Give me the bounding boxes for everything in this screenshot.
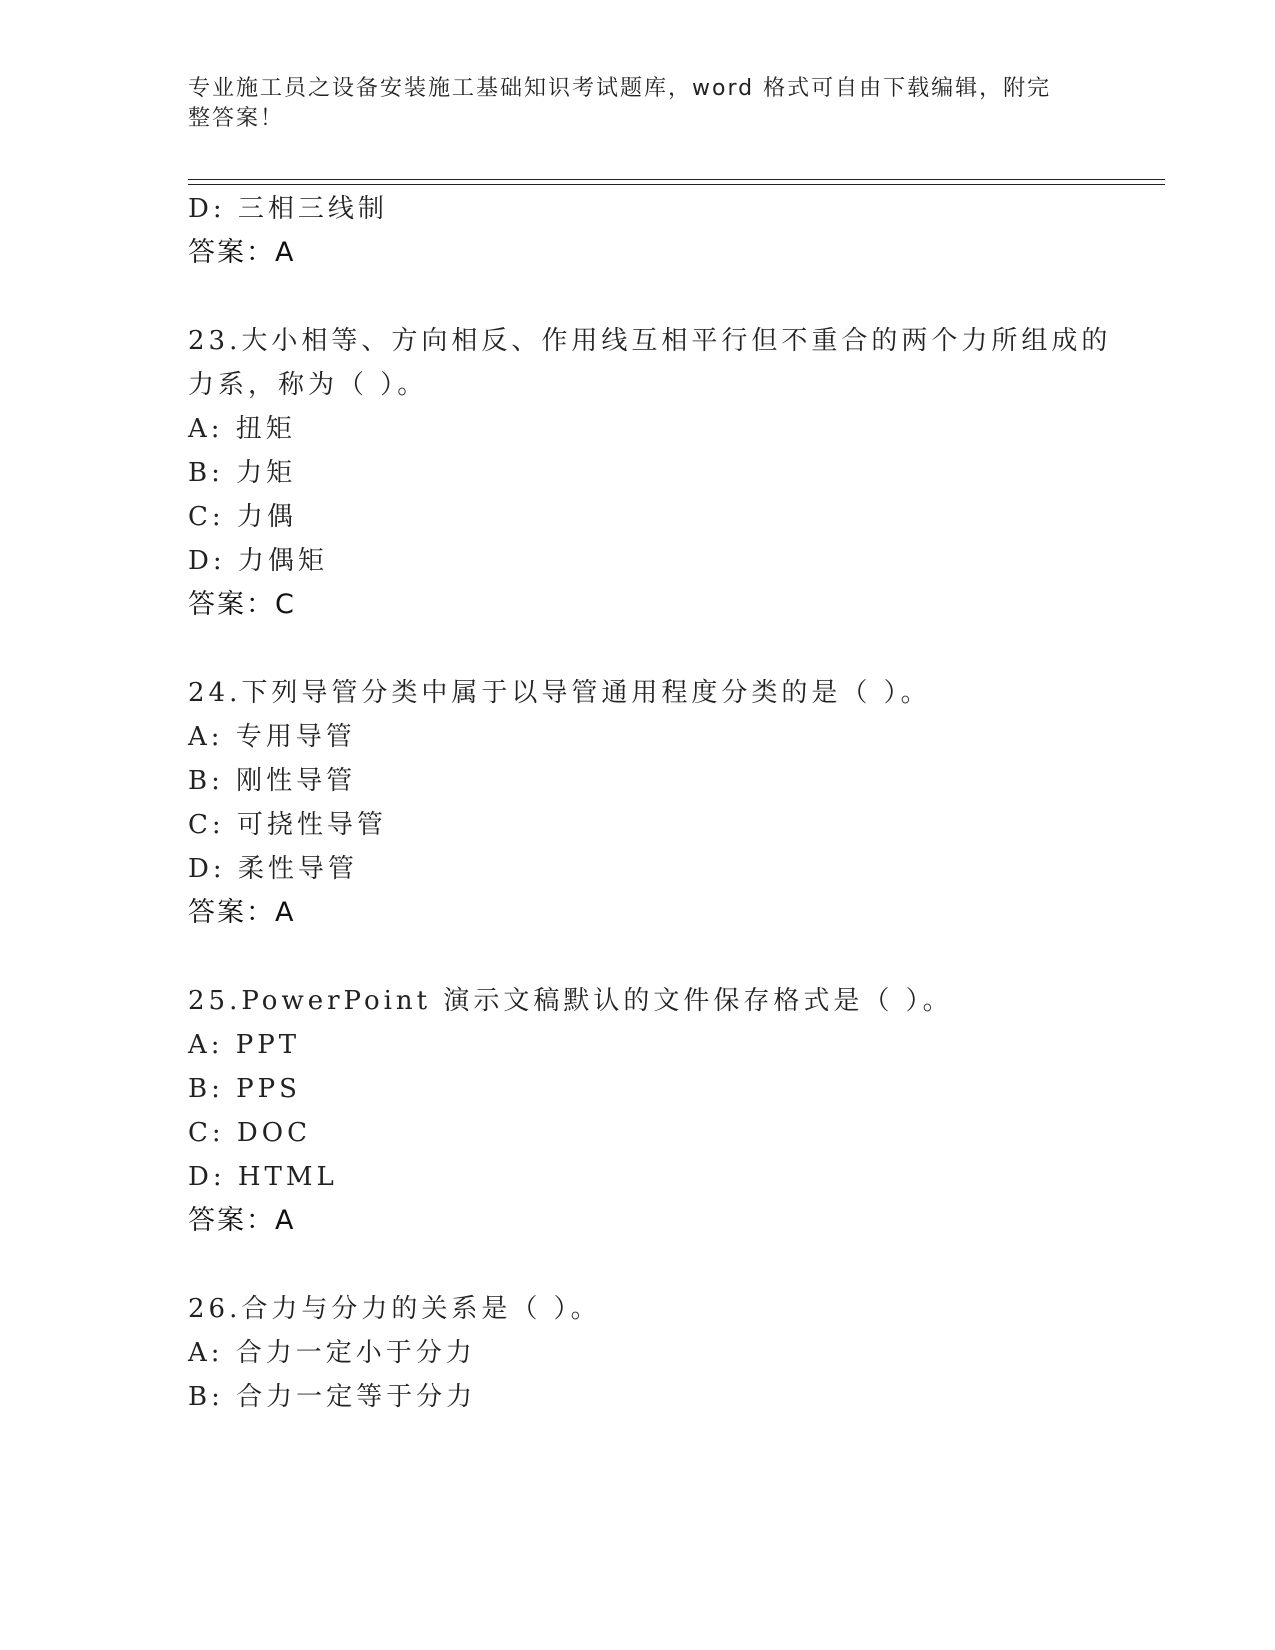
q26-stem: 26.合力与分力的关系是（ ）。 [188,1294,601,1324]
q23-option-c: C: 力偶 [188,502,297,532]
header-divider-bottom [188,184,1165,185]
prev-answer: 答案：A [188,237,296,268]
q25-answer: 答案：A [188,1205,296,1236]
q25-option-d: D: HTML [188,1162,338,1192]
q26-option-a: A: 合力一定小于分力 [188,1338,476,1368]
prev-option-d: D: 三相三线制 [188,194,388,224]
q25-option-c: C: DOC [188,1118,311,1148]
q25-option-b: B: PPS [188,1074,301,1104]
q23-option-b: B: 力矩 [188,458,297,488]
q24-answer: 答案：A [188,897,296,928]
q23-answer: 答案：C [188,589,296,620]
q24-option-d: D: 柔性导管 [188,854,358,884]
q24-stem: 24.下列导管分类中属于以导管通用程度分类的是（ ）。 [188,678,931,708]
q23-option-a: A: 扭矩 [188,414,296,444]
document-header [188,74,1068,134]
q23-option-d: D: 力偶矩 [188,546,328,576]
q23-stem-line-1: 23.大小相等、方向相反、作用线互相平行但不重合的两个力所组成的 [188,326,1112,356]
q26-option-b: B: 合力一定等于分力 [188,1382,477,1412]
q24-option-a: A: 专用导管 [188,722,356,752]
header-line-2: 整答案！ [188,106,285,131]
q23-stem-line-2: 力系，称为（ ）。 [188,370,428,400]
q24-option-c: C: 可挠性导管 [188,810,387,840]
header-line-1: 专业施工员之设备安装施工基础知识考试题库，word 格式可自由下载编辑，附完 [188,76,1052,101]
q25-option-a: A: PPT [188,1030,301,1060]
q25-stem: 25.PowerPoint 演示文稿默认的文件保存格式是（ ）。 [188,986,953,1016]
q24-option-b: B: 刚性导管 [188,766,357,796]
header-divider-top [188,179,1165,180]
